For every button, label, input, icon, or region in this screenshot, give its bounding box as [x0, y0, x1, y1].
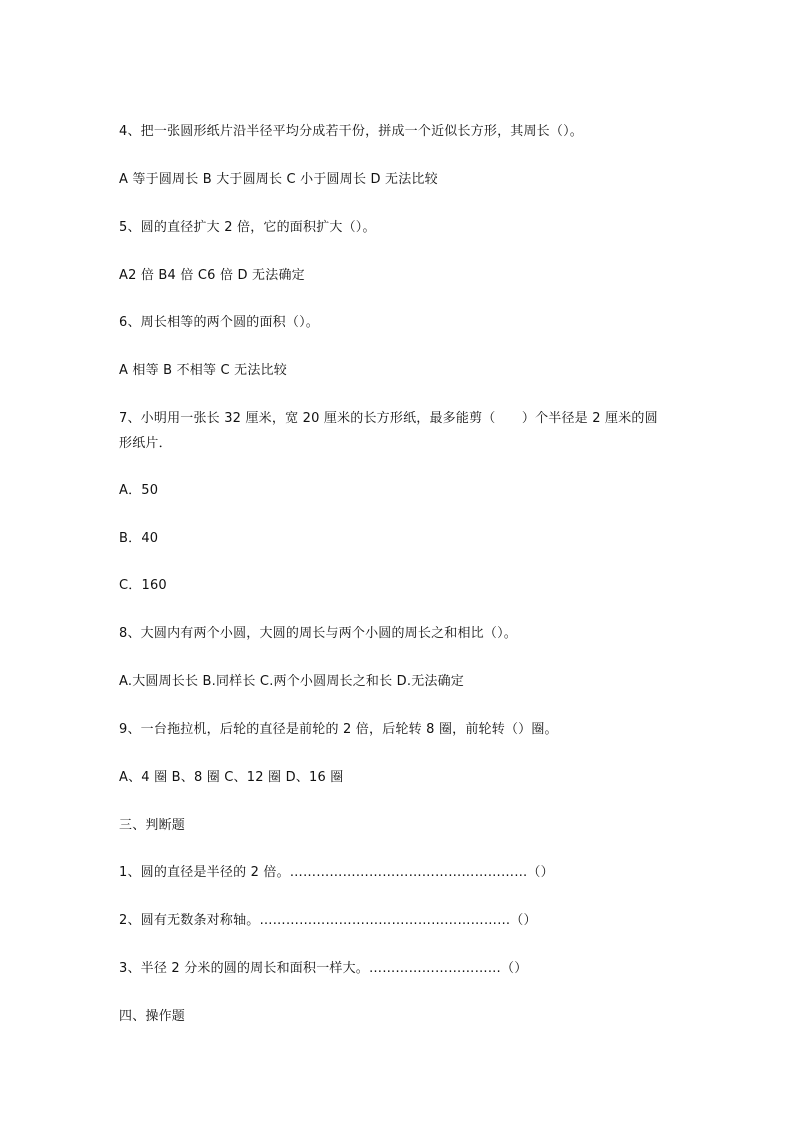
question-7-option-a: A．50 — [119, 483, 159, 498]
question-6-text: 6、周长相等的两个圆的面积（）。 — [119, 315, 319, 330]
question-7-text-continued: 形纸片． — [119, 436, 172, 451]
question-5-text: 5、圆的直径扩大 2 倍，它的面积扩大（）。 — [119, 220, 376, 235]
question-4-text: 4、把一张圆形纸片沿半径平均分成若干份，拼成一个近似长方形，其周长（）。 — [119, 124, 583, 139]
question-5-options: A2 倍 B4 倍 C6 倍 D 无法确定 — [119, 268, 305, 283]
question-9-options: A、4 圈 B、8 圈 C、12 圈 D、16 圈 — [119, 770, 344, 785]
question-7-text: 7、小明用一张长 32 厘米，宽 20 厘米的长方形纸，最多能剪（ ）个半径是 2 厘米的圆 — [119, 411, 658, 426]
question-8-options: A.大圆周长长 B.同样长 C.两个小圆周长之和长 D.无法确定 — [119, 674, 464, 689]
judgment-1-text: 1、圆的直径是半径的 2 倍。………………………………………………（） — [119, 865, 554, 880]
section-heading-true-false: 三、判断题 — [119, 818, 186, 833]
question-9-text: 9、一台拖拉机，后轮的直径是前轮的 2 倍，后轮转 8 圈，前轮转（）圈。 — [119, 722, 558, 737]
question-7-option-b: B．40 — [119, 531, 159, 546]
question-4-options: A 等于圆周长 B 大于圆周长 C 小于圆周长 D 无法比较 — [119, 172, 438, 187]
judgment-2-text: 2、圆有无数条对称轴。…………………………………………………（） — [119, 913, 537, 928]
question-7-option-c: C．160 — [119, 578, 167, 593]
section-heading-operation: 四、操作题 — [119, 1009, 186, 1024]
judgment-3-text: 3、半径 2 分米的圆的周长和面积一样大。…………………………（） — [119, 961, 528, 976]
question-8-text: 8、大圆内有两个小圆，大圆的周长与两个小圆的周长之和相比（）。 — [119, 626, 517, 641]
question-6-options: A 相等 B 不相等 C 无法比较 — [119, 363, 287, 378]
